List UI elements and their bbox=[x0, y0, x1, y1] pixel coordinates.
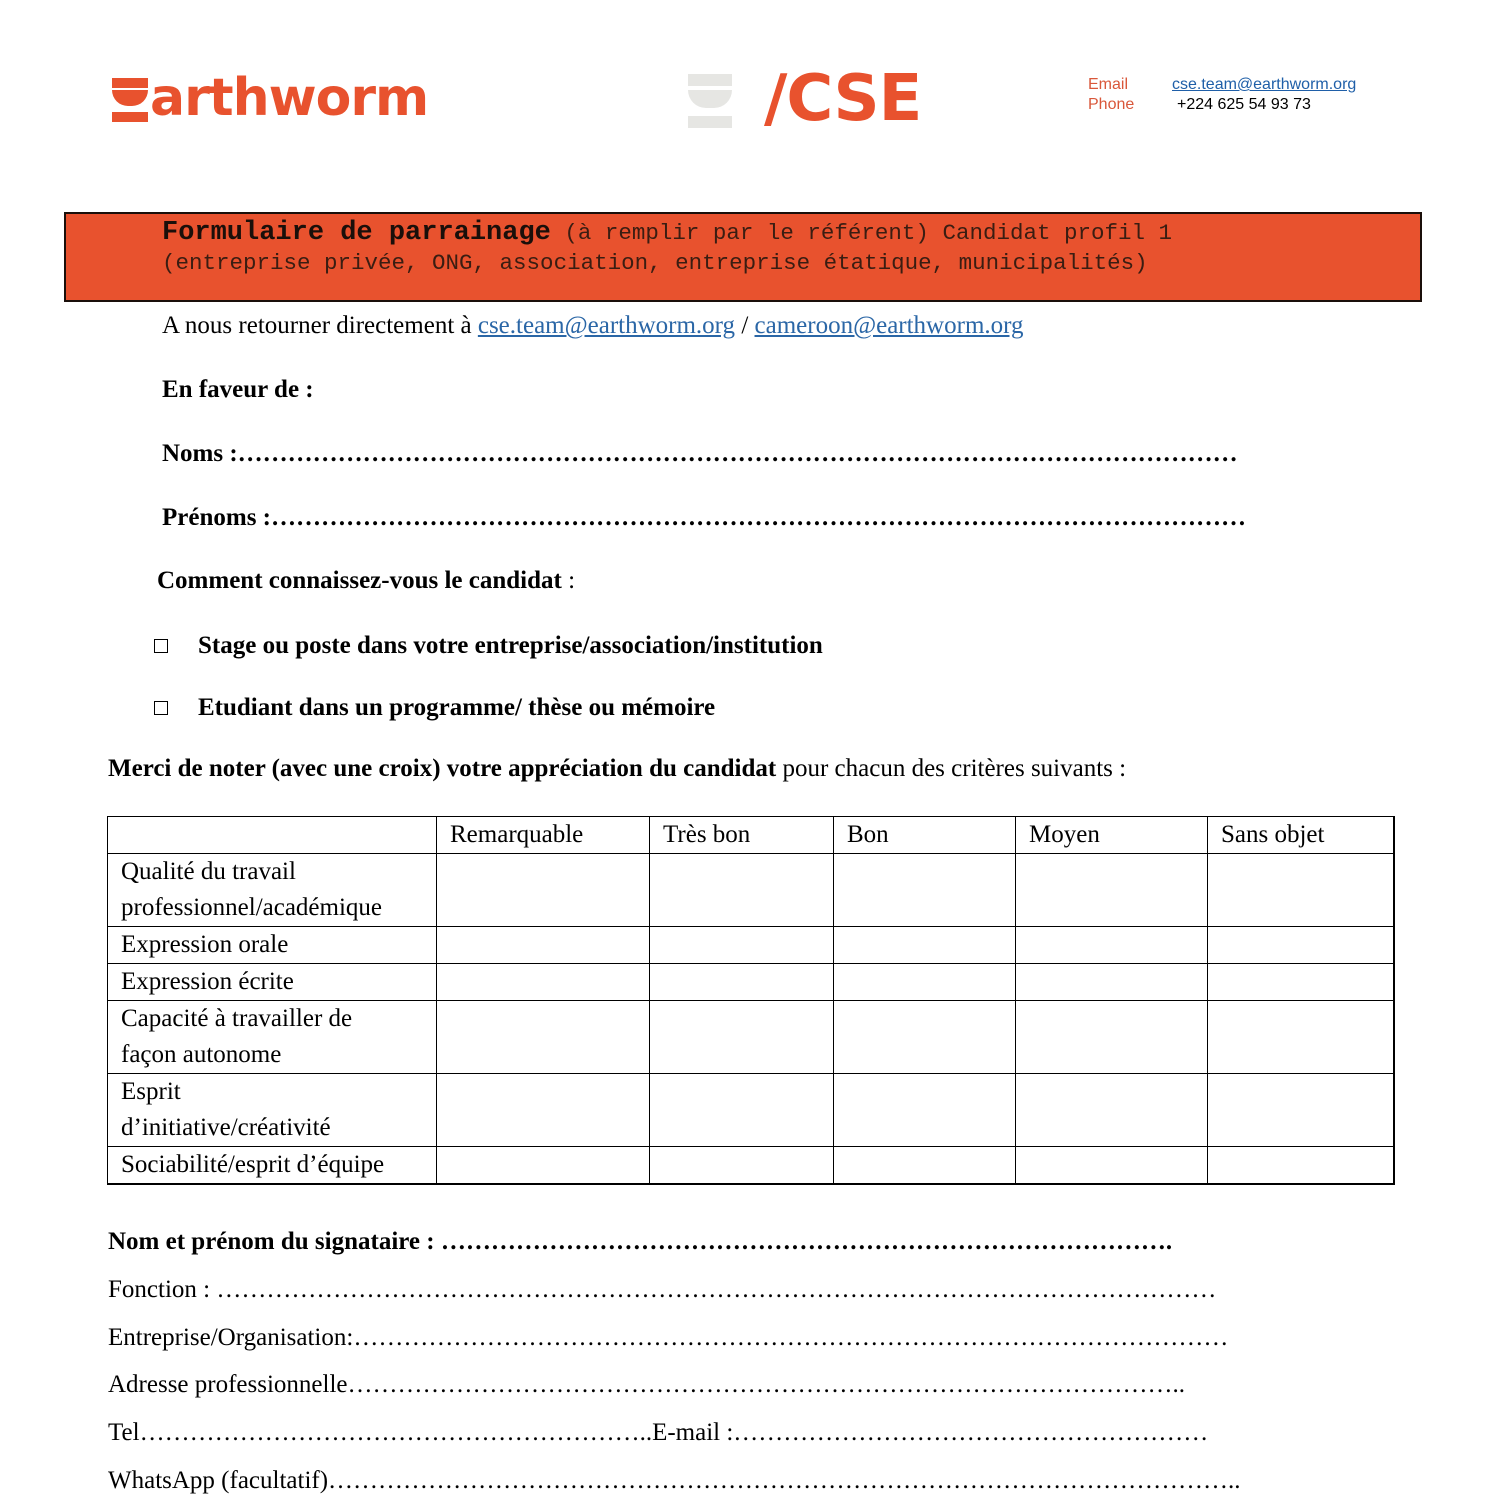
relation-question-text: Comment connaissez-vous le candidat bbox=[157, 567, 562, 594]
relation-question bbox=[157, 566, 575, 596]
criterion-label: Sociabilité/esprit d’équipe bbox=[121, 1151, 385, 1178]
rating-cell[interactable] bbox=[650, 1147, 834, 1185]
rating-cell[interactable] bbox=[834, 927, 1016, 964]
criterion-label: professionnel/académique bbox=[121, 894, 383, 921]
option-student[interactable] bbox=[154, 693, 715, 723]
cse-logo-text: /CSE bbox=[764, 62, 922, 136]
table-row bbox=[108, 964, 1394, 1001]
return-prefix: A nous retourner directement à bbox=[162, 312, 478, 339]
criterion-cell bbox=[108, 1147, 437, 1185]
column-header-sans-objet: Sans objet bbox=[1208, 817, 1394, 854]
rating-instructions bbox=[108, 754, 1126, 784]
table-row bbox=[108, 1074, 1394, 1147]
in-favor-heading: En faveur de : bbox=[162, 376, 314, 403]
rating-cell[interactable] bbox=[1208, 1001, 1394, 1074]
rating-cell[interactable] bbox=[437, 1147, 650, 1185]
rating-cell[interactable] bbox=[1208, 1074, 1394, 1147]
rating-cell[interactable] bbox=[437, 854, 650, 927]
rating-cell[interactable] bbox=[1016, 1147, 1208, 1185]
criterion-cell bbox=[108, 1001, 437, 1074]
rating-cell[interactable] bbox=[834, 964, 1016, 1001]
form-subtitle-line2: (entreprise privée, ONG, association, entreprise étatique, municipalités) bbox=[162, 250, 1148, 276]
rating-cell[interactable] bbox=[1016, 927, 1208, 964]
cameroon-email-link[interactable]: cameroon@earthworm.org bbox=[754, 312, 1024, 339]
rating-instruction-rest: pour chacun des critères suivants : bbox=[776, 755, 1127, 782]
signatory-name-field[interactable]: Nom et prénom du signataire : ……………………………………………………………………………. bbox=[108, 1228, 1173, 1255]
rating-cell[interactable] bbox=[437, 1074, 650, 1147]
rating-cell[interactable] bbox=[1208, 964, 1394, 1001]
whatsapp-field[interactable]: WhatsApp (facultatif)……………………………………………………………………………………………….. bbox=[108, 1467, 1241, 1494]
fonction-field[interactable]: Fonction : ………………………………………………………………………………………………………… bbox=[108, 1276, 1217, 1303]
rating-cell[interactable] bbox=[834, 1074, 1016, 1147]
rating-instruction-bold: Merci de noter (avec une croix) votre appréciation du candidat bbox=[108, 755, 777, 782]
relation-question-suffix: : bbox=[561, 567, 576, 594]
rating-cell[interactable] bbox=[1208, 854, 1394, 927]
cse-logo-icon bbox=[688, 70, 732, 128]
rating-cell[interactable] bbox=[437, 1001, 650, 1074]
phone-label: Phone bbox=[1088, 96, 1135, 113]
rating-cell[interactable] bbox=[834, 854, 1016, 927]
rating-cell[interactable] bbox=[650, 927, 834, 964]
rating-table bbox=[107, 816, 1395, 1185]
criterion-label: Esprit bbox=[121, 1078, 181, 1105]
contact-block bbox=[1088, 75, 1356, 115]
rating-cell[interactable] bbox=[834, 1147, 1016, 1185]
rating-cell[interactable] bbox=[437, 964, 650, 1001]
rating-cell[interactable] bbox=[1016, 854, 1208, 927]
separator: / bbox=[735, 312, 755, 339]
contact-phone: +224 625 54 93 73 bbox=[1177, 96, 1311, 113]
rating-cell[interactable] bbox=[1208, 927, 1394, 964]
option-student-label: Etudiant dans un programme/ thèse ou mémoire bbox=[198, 694, 716, 721]
checkbox-icon[interactable] bbox=[154, 639, 168, 653]
table-row bbox=[108, 927, 1394, 964]
earthworm-logo-text: arthworm bbox=[150, 68, 429, 128]
criterion-cell bbox=[108, 854, 437, 927]
entreprise-field[interactable]: Entreprise/Organisation:…………………………………………………………………………………………… bbox=[108, 1324, 1229, 1351]
return-instructions bbox=[162, 311, 1024, 341]
criterion-label: Expression orale bbox=[121, 931, 289, 958]
noms-field[interactable]: Noms :………………………………………………………………………………………………………… bbox=[162, 440, 1238, 467]
column-header-remarquable: Remarquable bbox=[437, 817, 650, 854]
table-row bbox=[108, 854, 1394, 927]
earthworm-logo-icon bbox=[112, 74, 148, 122]
option-internship-label: Stage ou poste dans votre entreprise/association/institution bbox=[198, 632, 823, 659]
option-internship[interactable] bbox=[154, 631, 823, 661]
cse-logo bbox=[688, 62, 922, 136]
adresse-field[interactable]: Adresse professionnelle……………………………………………………………………………………….. bbox=[108, 1371, 1186, 1398]
prenoms-field[interactable]: Prénoms :……………………………………………………………………………………………………… bbox=[162, 504, 1246, 531]
rating-cell[interactable] bbox=[1208, 1147, 1394, 1185]
criterion-cell bbox=[108, 927, 437, 964]
rating-cell[interactable] bbox=[650, 964, 834, 1001]
contact-email-link[interactable]: cse.team@earthworm.org bbox=[1172, 76, 1357, 93]
form-title-banner bbox=[64, 212, 1422, 302]
rating-cell[interactable] bbox=[650, 1001, 834, 1074]
rating-cell[interactable] bbox=[437, 927, 650, 964]
rating-cell[interactable] bbox=[834, 1001, 1016, 1074]
rating-cell[interactable] bbox=[650, 854, 834, 927]
earthworm-logo bbox=[112, 70, 428, 126]
criterion-label: façon autonome bbox=[121, 1041, 282, 1068]
column-header bbox=[108, 817, 437, 854]
criterion-cell bbox=[108, 964, 437, 1001]
rating-cell[interactable] bbox=[1016, 1074, 1208, 1147]
email-label: Email bbox=[1088, 76, 1129, 93]
rating-cell[interactable] bbox=[1016, 964, 1208, 1001]
form-subtitle-line1: (à remplir par le référent) Candidat profil 1 bbox=[550, 220, 1172, 246]
criterion-cell bbox=[108, 1074, 437, 1147]
form-title: Formulaire de parrainage bbox=[162, 218, 551, 248]
criterion-label: d’initiative/créativité bbox=[121, 1114, 331, 1141]
table-row bbox=[108, 1147, 1394, 1185]
table-header-row bbox=[108, 817, 1394, 854]
criterion-label: Expression écrite bbox=[121, 968, 294, 995]
rating-cell[interactable] bbox=[650, 1074, 834, 1147]
column-header-bon: Bon bbox=[834, 817, 1016, 854]
criterion-label: Capacité à travailler de bbox=[121, 1005, 353, 1032]
column-header-moyen: Moyen bbox=[1016, 817, 1208, 854]
cse-team-email-link[interactable]: cse.team@earthworm.org bbox=[477, 312, 736, 339]
criterion-label: Qualité du travail bbox=[121, 858, 296, 885]
tel-email-field[interactable]: Tel……………………………………………………..E-mail :………………………………………………… bbox=[108, 1419, 1209, 1446]
rating-cell[interactable] bbox=[1016, 1001, 1208, 1074]
table-row bbox=[108, 1001, 1394, 1074]
checkbox-icon[interactable] bbox=[154, 701, 168, 715]
column-header-tres-bon: Très bon bbox=[650, 817, 834, 854]
